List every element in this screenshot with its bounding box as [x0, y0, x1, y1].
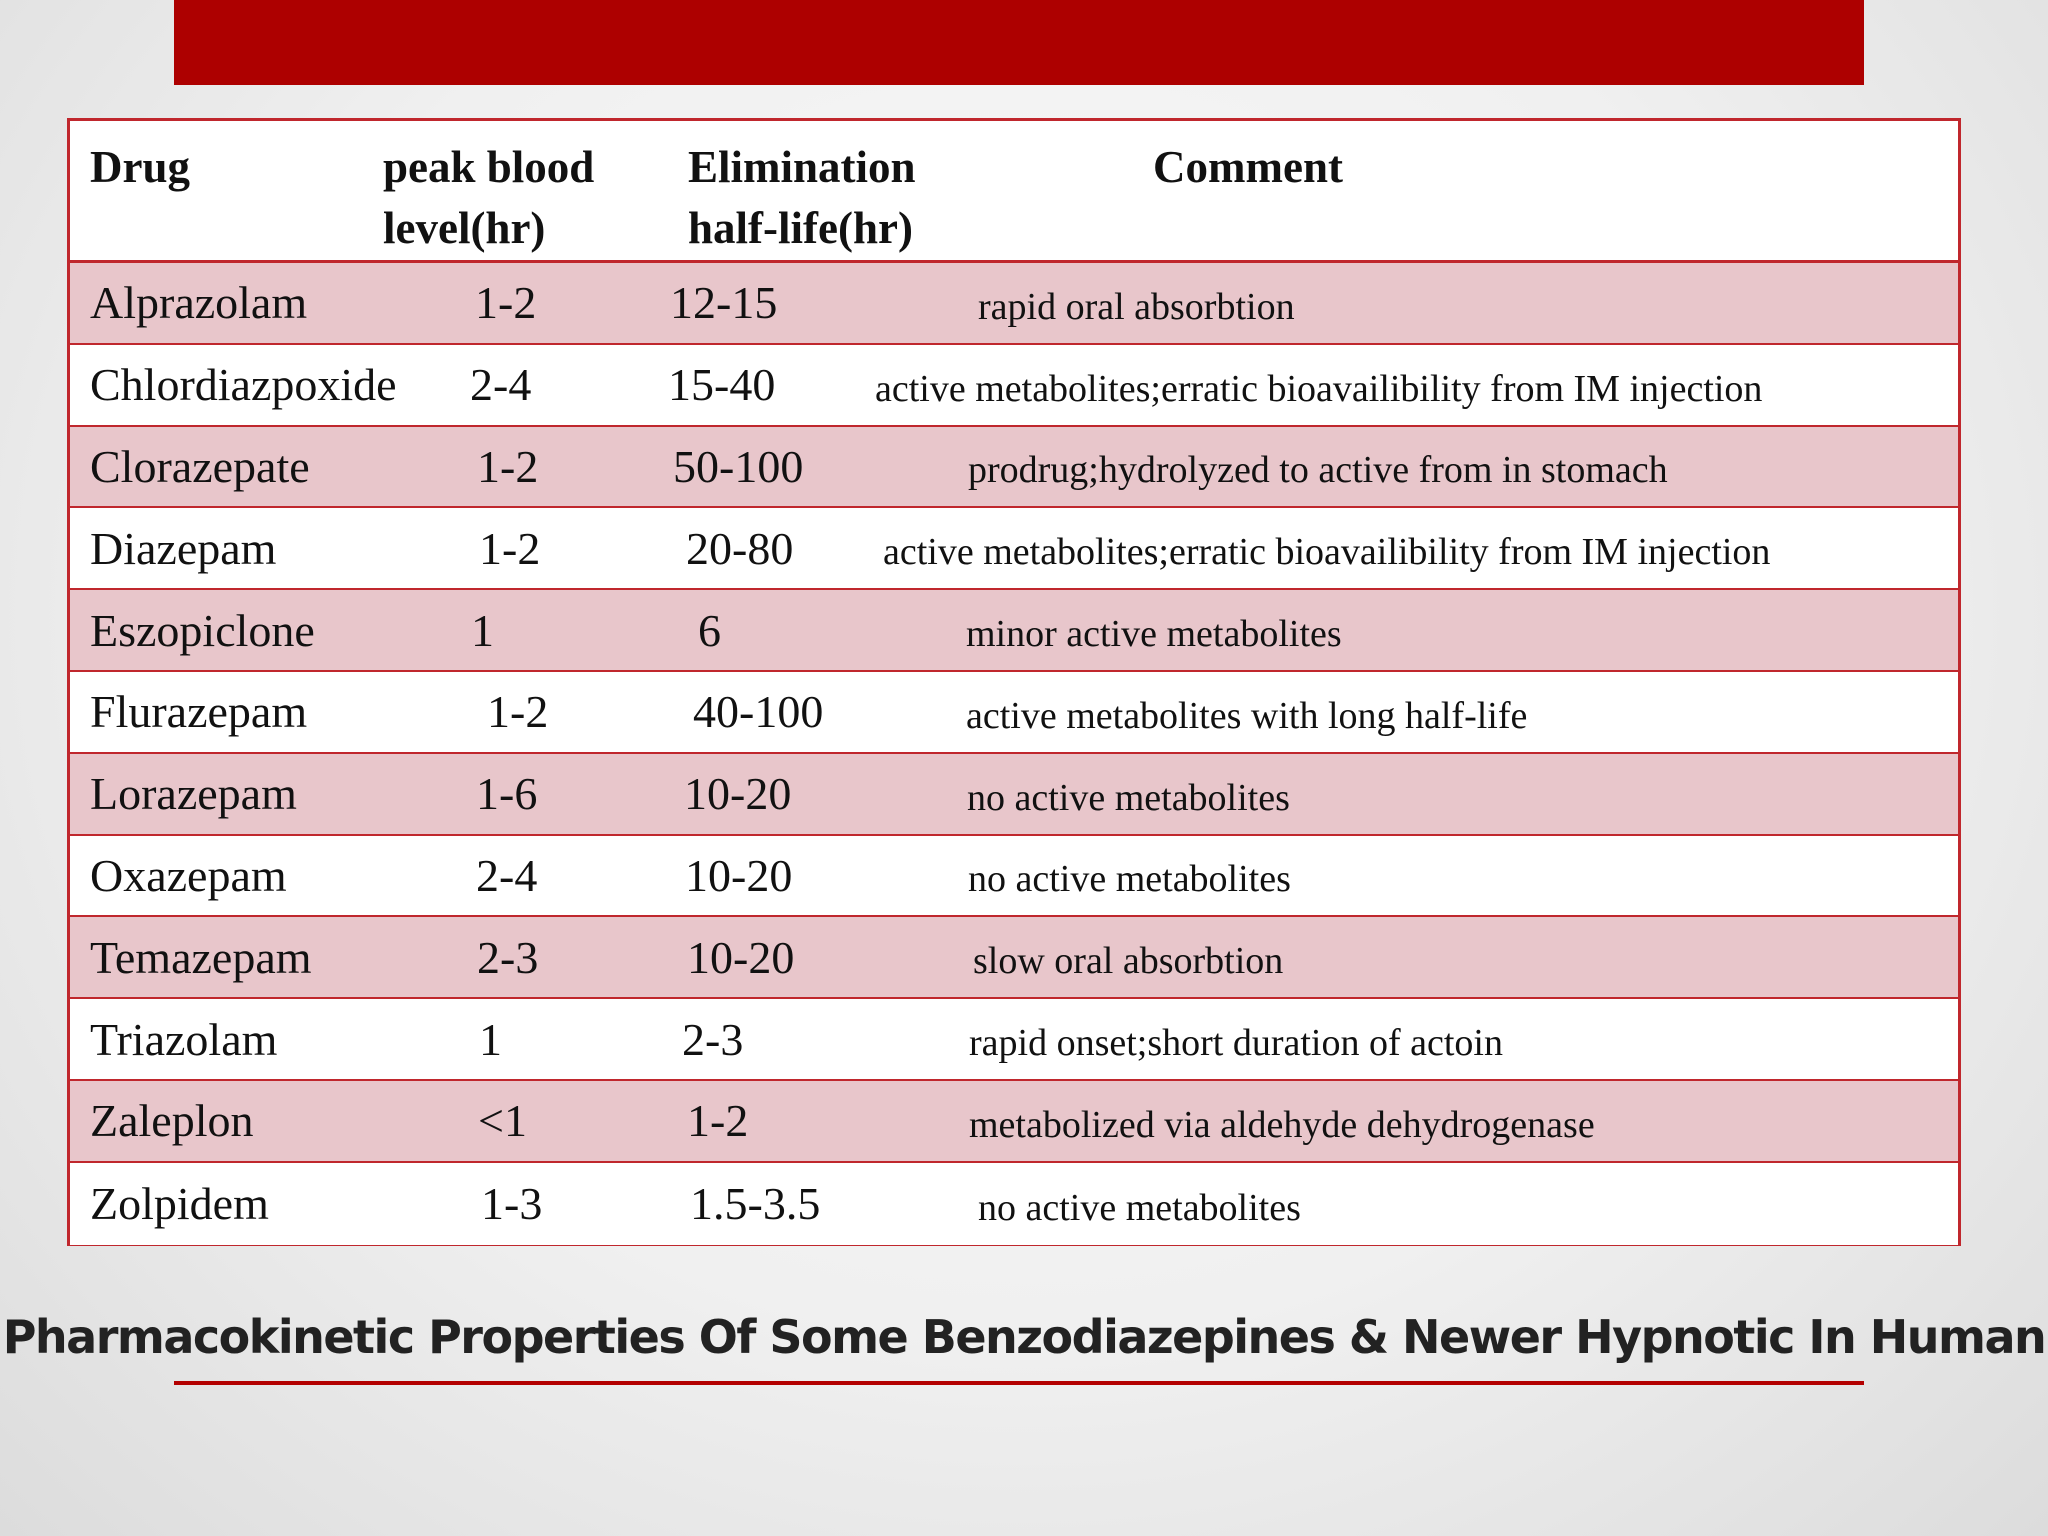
half-life: 15-40 — [668, 359, 776, 411]
drug-name: Flurazepam — [90, 686, 308, 738]
comment: minor active metabolites — [966, 613, 1342, 656]
header-comment-label: Comment — [1153, 142, 1343, 192]
top-banner — [174, 0, 1864, 85]
drug-name: Temazepam — [90, 931, 312, 983]
header-drug — [90, 137, 190, 198]
drug-name: Zolpidem — [90, 1178, 269, 1230]
table-row — [70, 345, 1958, 427]
table-row — [70, 427, 1958, 509]
header-peak-line2: level(hr) — [383, 203, 546, 253]
comment: no active metabolites — [978, 1186, 1301, 1229]
table-caption: Pharmacokinetic Properties Of Some Benzodiazepines & Newer Hypnotic In Human — [2, 1310, 2046, 1364]
peak-level: 1-2 — [477, 440, 539, 492]
header-drug-label: Drug — [90, 142, 190, 192]
half-life: 10-20 — [684, 768, 792, 820]
header-half-life — [688, 137, 916, 259]
peak-level: 2-4 — [470, 359, 532, 411]
half-life: 6 — [698, 604, 721, 656]
half-life: 1-2 — [687, 1095, 749, 1147]
comment: prodrug;hydrolyzed to active from in stomach — [968, 449, 1668, 492]
comment: active metabolites;erratic bioavailibility from IM injection — [883, 531, 1771, 574]
table-row — [70, 999, 1958, 1081]
comment: active metabolites with long half-life — [966, 694, 1528, 737]
comment: active metabolites;erratic bioavailibility from IM injection — [875, 367, 1763, 410]
table-body — [70, 263, 1958, 1245]
table-row — [70, 1081, 1958, 1163]
table-row — [70, 754, 1958, 836]
comment: metabolized via aldehyde dehydrogenase — [969, 1103, 1595, 1146]
peak-level: <1 — [478, 1095, 527, 1147]
table-row — [70, 836, 1958, 918]
header-comment — [1153, 137, 1343, 198]
peak-level: 1-3 — [481, 1178, 543, 1230]
peak-level: 1 — [479, 1013, 502, 1065]
half-life: 10-20 — [685, 849, 793, 901]
peak-level: 2-4 — [476, 849, 538, 901]
comment: no active metabolites — [967, 776, 1290, 819]
half-life: 40-100 — [693, 686, 824, 738]
drug-name: Alprazolam — [90, 277, 308, 329]
table-row — [70, 917, 1958, 999]
drug-name: Triazolam — [90, 1013, 278, 1065]
drug-name: Lorazepam — [90, 768, 297, 820]
drug-name: Eszopiclone — [90, 604, 315, 656]
half-life: 20-80 — [686, 522, 794, 574]
drug-name: Oxazepam — [90, 849, 287, 901]
peak-level: 1-2 — [487, 686, 549, 738]
header-peak — [383, 137, 594, 259]
drug-name: Zaleplon — [90, 1095, 254, 1147]
comment: slow oral absorbtion — [973, 940, 1284, 983]
half-life: 12-15 — [670, 277, 778, 329]
peak-level: 1-2 — [479, 522, 541, 574]
peak-level: 1 — [471, 604, 494, 656]
table-row — [70, 263, 1958, 345]
half-life: 1.5-3.5 — [690, 1178, 821, 1230]
table-row — [70, 508, 1958, 590]
pharmacokinetics-table — [67, 118, 1961, 1246]
table-row — [70, 590, 1958, 672]
caption-underline — [174, 1381, 1864, 1385]
comment: rapid oral absorbtion — [978, 285, 1295, 328]
header-half-line2: half-life(hr) — [688, 203, 913, 253]
drug-name: Diazepam — [90, 522, 277, 574]
drug-name: Chlordiazpoxide — [90, 359, 397, 411]
header-peak-line1: peak blood — [383, 142, 595, 192]
drug-name: Clorazepate — [90, 440, 310, 492]
header-half-line1: Elimination — [688, 142, 916, 192]
table-header-row — [70, 121, 1958, 263]
peak-level: 1-6 — [476, 768, 538, 820]
peak-level: 2-3 — [477, 931, 539, 983]
table-row — [70, 1163, 1958, 1245]
half-life: 10-20 — [687, 931, 795, 983]
comment: no active metabolites — [968, 858, 1291, 901]
half-life: 2-3 — [682, 1013, 744, 1065]
table-row — [70, 672, 1958, 754]
half-life: 50-100 — [673, 440, 804, 492]
comment: rapid onset;short duration of actoin — [969, 1022, 1503, 1065]
peak-level: 1-2 — [475, 277, 537, 329]
